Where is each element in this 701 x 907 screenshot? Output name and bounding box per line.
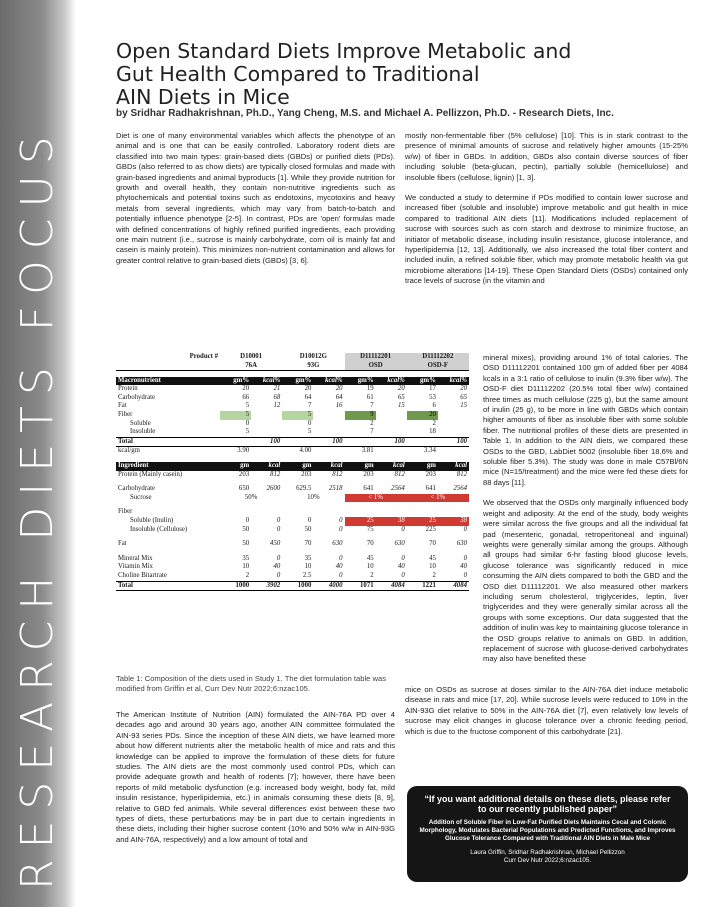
ingredient-row [116,508,469,517]
value-cell: 7 [370,428,374,436]
value-cell [282,437,313,447]
value-cell [313,411,344,420]
macro-row [116,420,469,429]
row-label: Total [116,437,220,447]
value-cell: 100 [438,437,469,447]
macro-row [116,411,469,420]
value-cell: 40 [397,563,405,571]
value-cell: 40 [273,563,281,571]
value-cell: 2 [245,571,250,579]
value-cell: 0 [339,525,343,533]
value-cell: 0 [339,517,343,524]
value-cell: 3.34 [423,447,436,455]
value-cell: 4084 [438,581,469,591]
value-cell: 7 [307,402,312,410]
value-cell: 3902 [251,581,282,591]
row-label: Carbohydrate [118,485,155,493]
row-label: Fat [118,402,127,410]
value-cell: 2564 [453,485,467,493]
value-cell: 650 [238,485,250,493]
value-cell: 40 [335,563,343,571]
macro-row [116,437,469,447]
title-line: Open Standard Diets Improve Metabolic and [116,39,572,63]
value-cell [438,447,469,456]
value-cell: 4000 [313,581,344,591]
value-cell: 5 [245,428,250,436]
macro-row [116,402,469,411]
paragraph: mostly non-fermentable fiber (5% cellulose) [10]. This is in stark contrast to the presence of minimal amounts of sucrose and relatively higher amounts (15-25% w/w) of fiber in GBDs. In addition, GBDs also contain diverse sources of fiber including soluble (beta-glucan, pectin), partially soluble (hemicellulose) and insoluble fibers (cellulose, lignin) [1, 3]. [405,131,688,182]
product-name-row [116,362,469,371]
macro-row [116,428,469,437]
value-cell: 2564 [391,485,405,493]
sucrose-cell: 50% [244,493,258,501]
value-cell: 50 [242,525,250,533]
body-column-left-bottom [116,710,395,855]
value-cell: 812 [394,470,405,478]
macro-header-row [116,377,469,386]
row-label: Fat [118,540,127,548]
title-line: AIN Diets in Mice [116,85,290,109]
column-header: kcal [313,462,344,471]
value-cell: 203 [425,470,436,478]
sucrose-cell: 10% [307,493,320,501]
product-id: D10012G [299,353,327,360]
value-cell: 68 [273,393,281,401]
value-cell: 25 [407,517,438,526]
macro-row [116,394,469,403]
column-header: Macronutrient [116,377,220,386]
value-cell: 21 [273,385,281,393]
ingredient-header-row [116,462,469,471]
body-column-right-wrap [483,353,688,675]
column-header: kcal% [376,377,407,386]
value-cell: 10 [304,563,312,571]
product-name: 93G [282,362,344,371]
value-cell: 2518 [328,485,343,493]
value-cell: 5 [282,411,313,420]
value-cell: 4084 [376,581,407,591]
value-cell: 450 [270,540,281,548]
value-cell [313,447,344,456]
value-cell: 17 [429,385,436,393]
column-header: gm [407,462,438,471]
title-line: Gut Health Compared to Traditional [116,62,480,86]
ingredient-row [116,471,469,480]
ingredient-row [116,517,469,526]
value-cell: 64 [335,393,343,401]
article-title [116,40,636,109]
diet-composition-table [116,353,469,591]
value-cell: 35 [242,554,250,562]
value-cell: 75 [366,525,374,533]
value-cell: 0 [307,517,312,524]
value-cell: 2 [370,571,374,579]
ingredient-row [116,540,469,549]
sucrose-cell: < 1% [407,494,469,503]
value-cell: 203 [363,470,374,478]
value-cell: 38 [438,517,469,526]
value-cell: 630 [456,540,467,548]
value-cell: 1000 [220,581,251,591]
value-cell [313,420,344,429]
value-cell: 15 [397,402,405,410]
value-cell: 66 [242,393,250,401]
value-cell [313,428,344,437]
value-cell: 70 [429,540,436,548]
value-cell: 5 [245,402,250,410]
value-cell: 25 [345,517,376,526]
row-label: Insoluble [130,428,156,436]
value-cell [251,428,282,437]
row-label: Insoluble (Cellulose) [130,525,188,533]
value-cell: 64 [304,393,312,401]
row-label: Soluble (Inulin) [130,517,174,524]
value-cell: 70 [304,540,312,548]
value-cell: 0 [276,571,281,579]
column-header: Ingredient [116,462,220,471]
product-id-row [116,353,469,362]
ingredient-row [116,526,469,535]
value-cell: 3.90 [237,447,250,455]
value-cell: 9 [345,411,376,420]
paragraph: mice on OSDs as sucrose at doses similar to the AIN-76A diet induce metabolic disease in rats and mice [17, 20]. While sucrose levels were reduced to 10% in the AIN-93G diet relative to 50% in the AIN-76A diet [7], even relatively low levels of sucrose may elicit changes in glucose tolerance over a chronic feeding period, which is due to the fructose component of this carbohydrate [21]. [405,685,688,736]
product-id: D11112202 [407,353,469,362]
value-cell: 10 [366,563,374,571]
ingredient-row [116,581,469,591]
column-header: gm% [220,377,251,386]
value-cell: 0 [401,571,405,579]
side-label: RESEARCH DIETS FOCUS [12,125,63,890]
row-label: Fiber [118,411,133,419]
body-column-right-top [405,131,688,297]
column-header: gm [345,462,376,471]
value-cell [376,411,407,420]
value-cell: 0 [401,554,405,562]
value-cell: 641 [425,485,436,493]
value-cell: 5 [307,428,312,436]
value-cell [376,420,407,429]
value-cell: 61 [366,393,374,401]
value-cell: 0 [307,419,312,427]
table-caption: Table 1: Composition of the diets used in Study 1. The diet formulation table was modified from Griffin et al, Curr Dev Nutr 2022;6:nzac105. [116,674,387,694]
product-label: Product # [189,353,218,360]
value-cell: 0 [401,525,405,533]
value-cell: 1221 [407,581,438,591]
value-cell: 629.5 [296,485,312,493]
value-cell: 0 [463,525,467,533]
row-label: Carbohydrate [118,393,155,401]
ingredient-row [116,555,469,564]
value-cell: 35 [304,554,312,562]
paragraph: Diet is one of many environmental variables which affects the phenotype of an animal and is one that can be easily controlled. Laboratory rodent diets are classified into two main types: grain-based diets (GBDs) or purified diets (PDs). GBDs (also referred to as chow diets) are typically closed formulas and made with grain-based ingredients and animal byproducts [1]. While they provide nutrition for growth and overall health, they contain non-nutritive ingredients such as phytochemicals and potential toxins such as endotoxins, mycotoxins and heavy metals from several ingredients, which may vary from batch-to-batch and potentially influence phenotype [2-5]. In contrast, PDs are 'open' formulas made with defined concentrations of highly refined purified ingredients, each providing one main nutrient (i.e., sucrose is mainly carbohydrate, corn oil is mainly fat and casein is mainly protein). This minimizes non-nutrient contamination and allows for greater control relative to grain-based diets (GBDs) [3, 6]. [116,131,395,265]
row-label: Choline Bitartrate [118,571,167,579]
row-label: Protein [118,385,138,393]
value-cell: 10 [429,563,436,571]
value-cell: 70 [366,540,374,548]
column-header: kcal [376,462,407,471]
value-cell: 0 [276,525,281,533]
value-cell: 50 [242,540,250,548]
value-cell [345,437,376,447]
value-cell: 1071 [345,581,376,591]
side-band [0,0,76,907]
body-column-right-bottom [405,685,688,747]
column-header: kcal% [438,377,469,386]
value-cell: 7 [370,402,374,410]
table-ingredients [116,462,469,591]
column-header: gm [282,462,313,471]
column-header: gm% [282,377,313,386]
body-column-left-top [116,131,395,276]
column-header: gm [220,462,251,471]
table-head [116,353,469,377]
value-cell: 0 [463,554,467,562]
value-cell: 10 [242,563,250,571]
value-cell: 2 [432,419,436,427]
byline: by Sridhar Radhakrishnan, Ph.D., Yang Cheng, M.S. and Michael A. Pellizzon, Ph.D. - Research Diets, Inc. [116,108,614,119]
blank-cell [116,362,220,371]
column-header: gm% [407,377,438,386]
row-label: Sucrose [130,493,152,501]
value-cell: 630 [332,540,343,548]
column-header: kcal [251,462,282,471]
value-cell: 0 [339,571,343,579]
value-cell [376,428,407,437]
product-name: OSD-F [407,362,469,371]
value-cell: 2.5 [302,571,312,579]
value-cell [407,437,438,447]
row-label: kcal/gm [118,447,140,455]
row-label: Soluble [130,419,151,427]
value-cell: 20 [407,411,438,420]
product-id: D11112201 [345,353,407,362]
value-cell: 0 [245,419,250,427]
value-cell: 225 [425,525,436,533]
ingredient-row [116,563,469,572]
value-cell: 45 [366,554,374,562]
column-header: kcal [438,462,469,471]
value-cell [251,411,282,420]
product-id: D10001 [240,353,263,360]
macro-row [116,385,469,394]
paragraph: We observed that the OSDs only marginally influenced body weight and adiposity. At the end of the study, body weights were similar across the five groups and all the individual fat pad (mesenteric, gonadal, retroperitoneal and inguinal) weights were generally similar among the groups. Although all groups had similar 6-hr fasting blood glucose levels, glucose tolerance was significantly reduced in mice consuming the AIN diets compared to both the GBD and the OSD diet D11112201. We also measured other markers including serum cholesterol, triglycerides, leptin, liver triglycerides and they were generally similar across all the groups with some exceptions. Our data suggested that the addition of inulin was key to maintaining glucose tolerance in the OSD groups relative to animals on GBD. In addition, replacement of sucrose with glucose-derived carbohydrates may also have benefited these [483,498,688,664]
value-cell: 812 [332,470,343,478]
value-cell: 203 [238,470,250,478]
value-cell [438,411,469,420]
value-cell: 50 [304,525,312,533]
value-cell: 100 [313,437,344,447]
value-cell: 812 [270,470,281,478]
value-cell: 2600 [266,485,281,493]
callout-quote: “If you want additional details on these diets, please refer to our recently published paper” [424,794,671,814]
value-cell: 20 [242,385,250,393]
callout-authors: Laura Griffin, Sridhar Radhakrishnan, Michael Pellizzon [470,849,625,856]
value-cell: 630 [394,540,405,548]
value-cell: 0 [276,554,281,562]
row-label: Protein (Mainly casein) [118,470,183,478]
value-cell: 40 [460,563,467,571]
ingredient-row [116,485,469,494]
value-cell: 203 [301,470,312,478]
sucrose-cell: < 1% [345,494,407,503]
value-cell: 5 [220,411,251,420]
value-cell: 53 [429,393,436,401]
value-cell: 2 [432,571,436,579]
value-cell: 16 [335,402,343,410]
value-cell [251,447,282,456]
value-cell [251,420,282,429]
row-label: Fiber [118,508,133,516]
value-cell: 0 [339,554,343,562]
value-cell [438,420,469,429]
row-label: Mineral Mix [118,554,153,562]
value-cell: 20 [304,385,312,393]
paragraph: mineral mixes), providing around 1% of total calories. The OSD D11112201 contained 100 gm of added fiber per 4084 kcals in a 3:1 ratio of cellulose to inulin (9.3% fiber w/w). The OSD-F diet D11112202 (20.5% total fiber w/w) contained three times as much cellulose (225 g), but the same amount of inulin (25 g), to be more in line with GBDs which contain higher amounts of fiber as insoluble fiber with some soluble fiber. The nutritional profiles of these diets are presented in Table 1. In addition to the AIN diets, we compared these OSDs to the GBD, LabDiet 5002 (insoluble fiber 18.6% and soluble fiber 5.3%). The study was done in male C57Bl/6N mice (N=15/treatment) and the mice were fed these diets for 88 days [11]. [483,353,688,487]
paragraph: The American Institute of Nutrition (AIN) formulated the AIN-76A PD over 4 decades ago and around 30 years ago, another AIN committee formulated the AIN-93 series PDs. Since the inception of these AIN diets, we have learned more about how different nutrients alter the metabolic health of mice and rats and this knowledge can be applied to improve the formulation of these diets for future studies. The AIN diets are the most commonly used control PDs, which can provide adequate growth and health of rodents [7]; however, there have been reports of mild metabolic dysfunction (e.g. increased body weight, body fat, mild insulin resistance, hyperlipidemia, etc.) in animals consuming these diets [8, 9], relative to GBD fed animals. While several differences exist between these two types of diets, these perturbations may be in part due to certain ingredients in these diets, including their higher sucrose content (10% and 50% w/w in AIN-93G and AIN-76A, respectively) and a low amount of total and [116,710,395,844]
value-cell: 65 [460,393,467,401]
value-cell [376,447,407,456]
value-cell: 0 [276,517,281,524]
table-macro [116,377,469,462]
value-cell: 18 [429,428,436,436]
value-cell: 0 [463,571,467,579]
value-cell: 2 [370,419,374,427]
value-cell: 45 [429,554,436,562]
value-cell: 20 [397,385,405,393]
value-cell: 20 [335,385,343,393]
value-cell: 65 [397,393,405,401]
callout-reference: Addition of Soluble Fiber in Low-Fat Purified Diets Maintains Cecal and Colonic Morphology, Modulates Bacterial Populations and Predicted Functions, and Improves Glucose Tolerance Compared with Traditional AIN Diets in Male Mice [419,819,676,842]
value-cell: 100 [376,437,407,447]
callout-journal: Curr Dev Nutr 2022;6:nzac105. [503,857,592,864]
row-label: Total [116,581,220,591]
product-name: OSD [345,362,407,371]
value-cell: 6 [432,402,436,410]
column-header: kcal% [251,377,282,386]
macro-row [116,447,469,456]
value-cell [438,428,469,437]
value-cell: 1000 [282,581,313,591]
value-cell [220,437,251,447]
value-cell: 15 [460,402,467,410]
value-cell: 100 [251,437,282,447]
value-cell: 0 [245,517,250,524]
value-cell: 4.00 [299,447,312,455]
ingredient-row [116,494,469,503]
value-cell: 3.81 [361,447,374,455]
callout-box [407,786,688,882]
ingredient-row [116,572,469,581]
column-header: gm% [345,377,376,386]
blank-cell [220,508,469,517]
value-cell: 812 [456,470,467,478]
value-cell: 38 [376,517,407,526]
value-cell: 12 [273,402,281,410]
product-name: 76A [220,362,282,371]
paragraph: We conducted a study to determine if PDs modified to contain lower sucrose and increased fiber (soluble and insoluble) improve metabolic and gut health in mice compared to traditional AIN diets [11]. Modifications included replacement of sucrose with sources such as corn starch and dextrose to minimize fructose, an initiator of metabolic disease, including insulin resistance, glucose intolerance, and hyperlipidemia [12, 13]. Additionally, we also increased the total fiber content and included inulin, a refined soluble fiber, which may promote metabolic health via gut microbiome alterations [14-19]. These Open Standard Diets (OSDs) contained only trace levels of sucrose (in the vitamin and [405,193,688,286]
value-cell: 20 [460,385,467,393]
row-label: Vitamin Mix [118,563,153,571]
column-header: kcal% [313,377,344,386]
value-cell: 641 [363,485,374,493]
value-cell: 19 [366,385,374,393]
